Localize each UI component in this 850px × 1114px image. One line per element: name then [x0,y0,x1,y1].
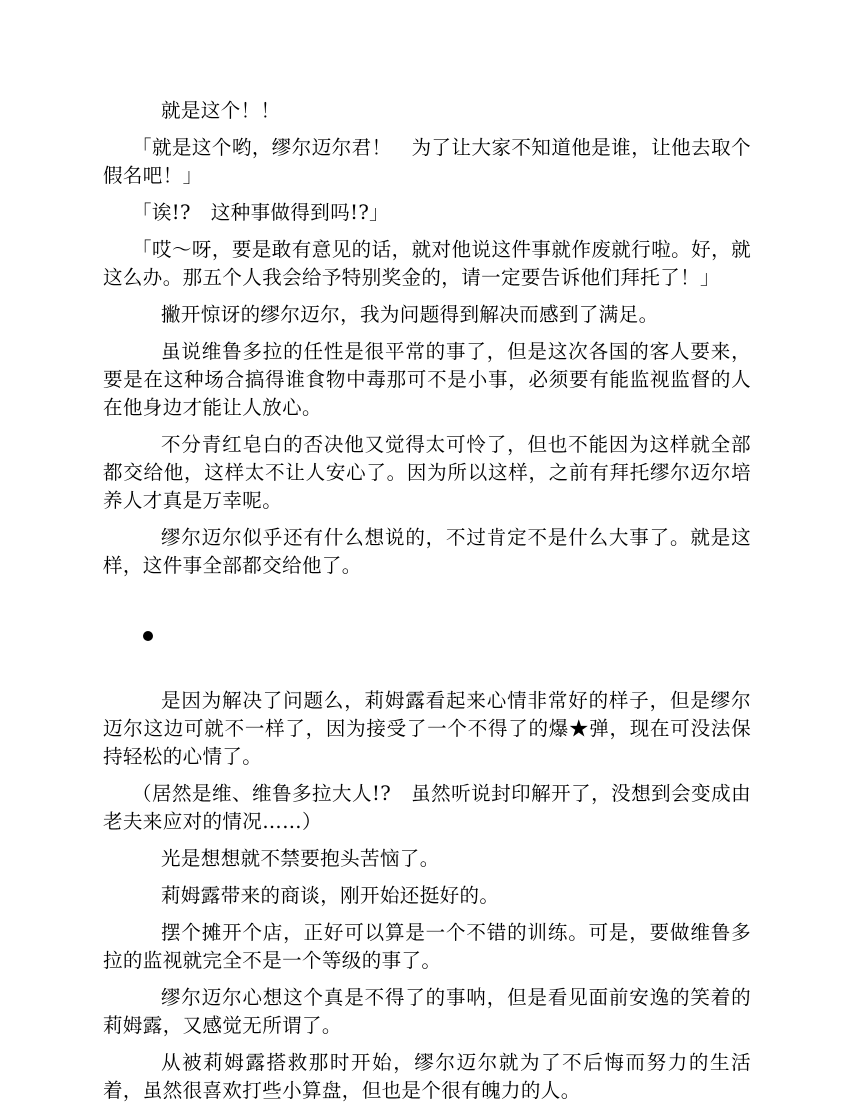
dialogue-paragraph: 「哎～呀，要是敢有意见的话，就对他说这件事就作废就行啦。好，就这么办。那五个人我会给予特别奖金的，请一定要告诉他们拜托了！」 [103,238,751,289]
dialogue-paragraph: 「就是这个哟，缪尔迈尔君！ 为了让大家不知道他是谁，让他去取个假名吧！」 [103,136,751,187]
paragraph: 光是想想就不禁要抱头苦恼了。 [161,847,440,870]
paragraph: 不分青红皂白的否决他又觉得太可怜了，但也不能因为这样就全部都交给他，这样太不让人安心了。因为所以这样，之前有拜托缪尔迈尔培养人才真是万幸呢。 [103,433,751,512]
paragraph: 从被莉姆露搭救那时开始，缪尔迈尔就为了不后悔而努力的生活着，虽然很喜欢打些小算盘，但也是个很有魄力的人。 [103,1051,751,1102]
text-column [103,97,751,1114]
dialogue-paragraph: 「诶!? 这种事做得到吗!?」 [132,201,390,224]
thought-paragraph: （居然是维、维鲁多拉大人!? 虽然听说封印解开了，没想到会变成由老夫来应对的情况……） [103,782,751,833]
paragraph: 虽说维鲁多拉的任性是很平常的事了，但是这次各国的客人要来，要是在这种场合搞得谁食物中毒那可不是小事，必须要有能监视监督的人在他身边才能让人放心。 [103,340,751,419]
paragraph: 是因为解决了问题么，莉姆露看起来心情非常好的样子，但是缪尔迈尔这边可就不一样了，因为接受了一个不得了的爆★弹，现在可没法保持轻松的心情了。 [103,689,751,768]
paragraph: 莉姆露带来的商谈，刚开始还挺好的。 [161,884,500,907]
bullet-icon [143,631,153,641]
section-separator [103,589,751,687]
paragraph: 摆个摊开个店，正好可以算是一个不错的训练。可是，要做维鲁多拉的监视就完全不是一个等级的事了。 [103,921,751,972]
paragraph: 撇开惊讶的缪尔迈尔，我为问题得到解决而感到了满足。 [161,303,659,326]
paragraph: 就是这个！！ [161,99,281,122]
paragraph: 缪尔迈尔似乎还有什么想说的，不过肯定不是什么大事了。就是这样，这件事全部都交给他了。 [103,526,751,577]
paragraph: 缪尔迈尔心想这个真是不得了的事呐，但是看见面前安逸的笑着的莉姆露，又感觉无所谓了。 [103,986,751,1037]
